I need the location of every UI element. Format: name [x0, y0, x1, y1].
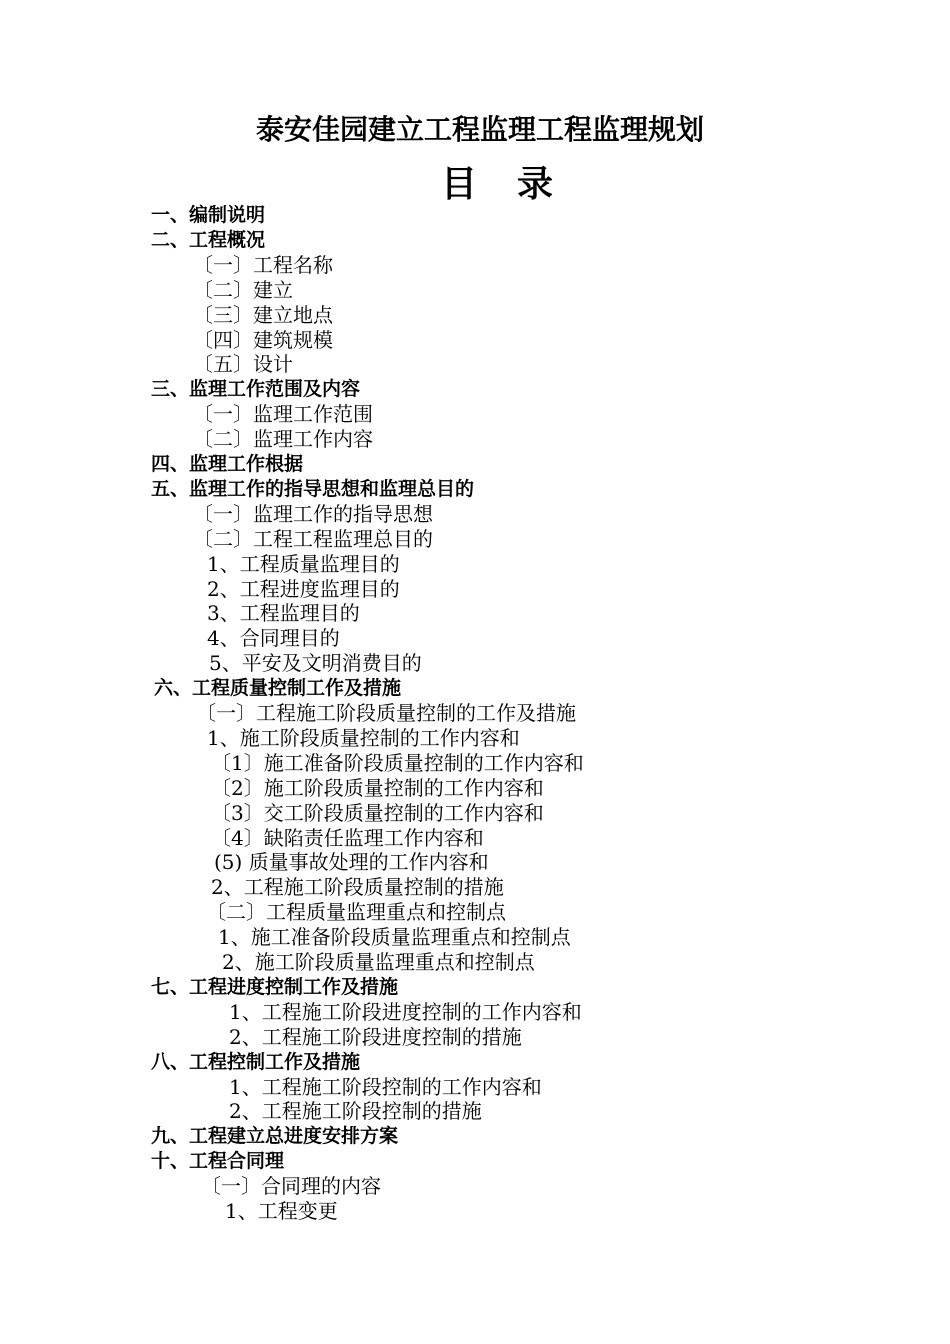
toc-entry: 七、工程进度控制工作及措施 — [151, 976, 399, 998]
toc-entry: (5) 质量事故处理的工作内容和 — [214, 850, 489, 874]
toc-entry: 〔1〕施工准备阶段质量控制的工作内容和 — [211, 751, 584, 775]
toc-entry: 十、工程合同理 — [151, 1150, 285, 1172]
toc-entry: 〔4〕缺陷责任监理工作内容和 — [211, 826, 484, 850]
toc-entry: 一、编制说明 — [151, 204, 266, 226]
toc-entry: 5、平安及文明消费目的 — [209, 651, 422, 675]
document-title: 泰安佳园建立工程监理工程监理规划 — [255, 113, 704, 146]
toc-entry: 二、工程概况 — [151, 229, 266, 251]
toc-entry: 〔一〕合同理的内容 — [201, 1174, 381, 1198]
toc-entry: 2、工程进度监理目的 — [207, 577, 400, 601]
toc-entry: 〔二〕建立 — [193, 278, 293, 302]
toc-entry: 〔一〕工程名称 — [193, 253, 333, 277]
toc-entry: 1、施工阶段质量控制的工作内容和 — [207, 726, 520, 750]
toc-entry: 〔二〕工程质量监理重点和控制点 — [206, 900, 506, 924]
toc-entry: 1、工程质量监理目的 — [207, 552, 400, 576]
toc-entry: 1、工程施工阶段控制的工作内容和 — [229, 1075, 542, 1099]
toc-entry: 〔一〕监理工作范围 — [193, 402, 373, 426]
toc-entry: 4、合同理目的 — [207, 626, 340, 650]
toc-entry: 〔二〕监理工作内容 — [193, 427, 373, 451]
toc-entry: 1、工程施工阶段进度控制的工作内容和 — [229, 1000, 582, 1024]
toc-entry: 〔二〕工程工程监理总目的 — [193, 527, 433, 551]
toc-entry: 六、工程质量控制工作及措施 — [154, 677, 402, 699]
toc-entry: 五、监理工作的指导思想和监理总目的 — [151, 478, 475, 500]
toc-entry: 〔五〕设计 — [193, 352, 293, 376]
toc-entry: 1、工程变更 — [225, 1199, 338, 1223]
toc-entry: 2、工程施工阶段质量控制的措施 — [211, 875, 504, 899]
toc-entry: 2、工程施工阶段控制的措施 — [229, 1099, 482, 1123]
toc-entry: 〔三〕建立地点 — [193, 303, 333, 327]
toc-heading-char-1: 目 — [440, 164, 477, 205]
toc-entry: 1、施工准备阶段质量监理重点和控制点 — [218, 925, 571, 949]
toc-entry: 三、监理工作范围及内容 — [151, 378, 361, 400]
toc-entry: 四、监理工作根据 — [151, 453, 304, 475]
toc-entry: 〔一〕监理工作的指导思想 — [193, 502, 433, 526]
toc-entry: 2、工程施工阶段进度控制的措施 — [229, 1025, 522, 1049]
toc-entry: 2、施工阶段质量监理重点和控制点 — [222, 950, 535, 974]
toc-entry: 八、工程控制工作及措施 — [151, 1051, 361, 1073]
toc-entry: 〔2〕施工阶段质量控制的工作内容和 — [211, 776, 544, 800]
toc-heading — [0, 156, 950, 207]
toc-entry: 九、工程建立总进度安排方案 — [151, 1125, 399, 1147]
toc-entry: 〔3〕交工阶段质量控制的工作内容和 — [211, 801, 544, 825]
toc-entry: 〔四〕建筑规模 — [193, 328, 333, 352]
toc-heading-char-2: 录 — [517, 164, 554, 205]
toc-entry: 〔一〕工程施工阶段质量控制的工作及措施 — [196, 701, 576, 725]
toc-entry: 3、工程监理目的 — [207, 601, 360, 625]
